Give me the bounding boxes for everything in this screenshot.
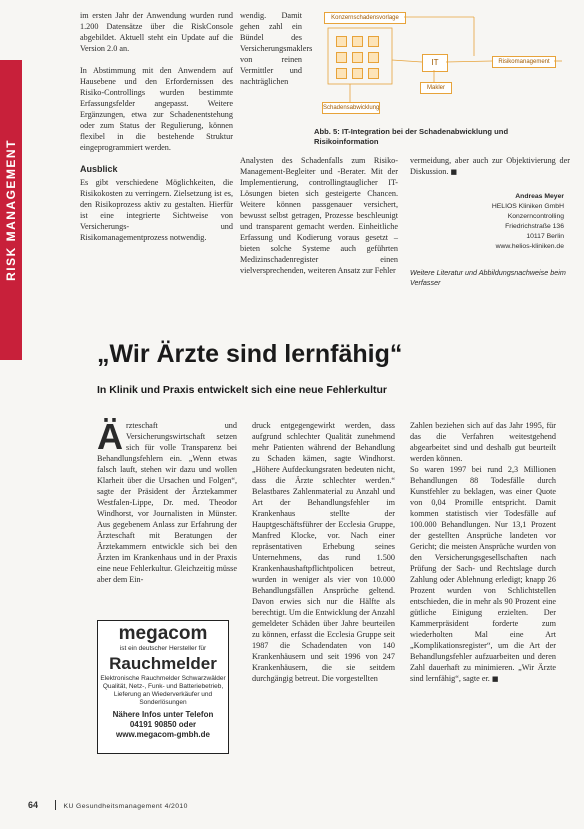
article-headline: „Wir Ärzte sind lernfähig“	[97, 340, 403, 368]
ad-brand: megacom	[118, 623, 208, 644]
article-column-3	[410, 420, 556, 685]
article-column-2	[252, 420, 395, 684]
section-label: RISK MANAGEMENT	[4, 139, 18, 281]
megacom-advertisement	[97, 620, 229, 754]
footer-divider	[55, 800, 56, 810]
top-mid-column	[240, 155, 398, 276]
literature-note: Weitere Literatur und Abbildungsnachweise beim Verfasser	[410, 268, 566, 287]
ad-info: Nähere Infos unter Telefon	[112, 710, 214, 719]
diagram-box-it: IT	[422, 54, 448, 72]
paragraph: Es gibt verschiedene Möglichkeiten, die Risikokosten zu verringern. Zielsetzung ist es, den Risikoprozess aktiv zu gestalten. Hierfür ist eine integrierte Sichtweise von Versicherungs- und Risikomanagementprozess notwendig.	[80, 178, 233, 242]
paragraph: Analysten des Schadenfalls zum Risiko-Management-Begleiter und -Berater. Mit der Implementierung, controllingtauglicher IT-Lösungen bieten sich gesteigerte Chancen. Weitere können passgenauer versichert, bewusst selbst getragen, Prozesse beschleunigt und transparent gemacht werden. Einheitliche Erfassung und Kodierung voraus gesetzt – bieten solche Systeme auch geführten Medizinschadenregister einen vielversprechenden, weiteren Ansatz zur Fehler	[240, 156, 398, 275]
diagram-box-right: Risikomanagement	[492, 56, 556, 68]
author-address	[384, 192, 564, 252]
paragraph: rzteschaft und Versicherungswirtschaft setzen sich für volle Transparenz bei Behandlungsfehlern ein. „Wenn etwas falsch lauft, stehen wir dazu und wollen Klarheit über die Ursachen und Folgen“, sagte der Präsident der Ärztekammer Westfalen-Lippe, Dr. med. Theodor Windhorst, vor Journalisten in Münster. Aus gegebenem Anlass zur Erfahrung der Ärzteschaft mit Beratungen der Ärztekammern entwickle sich bei den Ärzten im Krankenhaus und in der Praxis eine neue Fehlerkultur. Gleichzeitig müsse aber dem Ein-	[97, 421, 237, 584]
it-integration-diagram	[314, 10, 564, 120]
paragraph: im ersten Jahr der Anwendung wurden rund 1.200 Datensätze über die RiskConsole abgebildet. Aktuell steht ein Update auf die Version 2.0 an.	[80, 11, 233, 53]
page-footer	[28, 800, 558, 810]
diagram-connectors	[314, 10, 564, 120]
author-org: HELIOS Kliniken GmbH	[491, 203, 564, 210]
paragraph: druck entgegengewirkt werden, dass aufgrund schlechter Qualität zunehmend mehr Patienten während der Behandlung zu Schaden kämen, sagte Windhorst. „Höhere Aufdeckungsraten bedeuten nicht, dass die Ärzte schlechter werden.“ Belastbares Zahlenmaterial zu Anzahl und Art der Behandlungsfehler im Krankenhaus stellte der Hauptgeschäftsführer der Ecclesia Gruppe, Manfred Klocke, vor. Nach einer repräsentativen Erhebung seines Unternehmens, das rund 1.500 Krankenhaushaftpflichtpolicen betreut, wurden in weniger als vier von 10.000 Behandlungsfällen Ansprüche geltend. Davon erwies sich nur die Hälfte als berechtigt. Um die Entwicklung der Anzahl gemeldeter Schäden über Jahre beurteilen zu können, erfasst die Ecclesia Gruppe seit 1987 die Schadendaten von 140 Krankenhäusern und seit 1996 von 247 Krankenhäusern, die sie seitdem durchgängig betreut. Die vorgestellten	[252, 421, 395, 683]
diagram-box-top: Konzernschadensvorlage	[324, 12, 406, 24]
section-sidebar	[0, 60, 22, 360]
ad-web: www.megacom-gmbh.de	[116, 730, 210, 739]
top-left-column	[80, 10, 233, 243]
paragraph: vermeidung, aber auch zur Objektivierung der Diskussion.	[410, 156, 570, 176]
author-web: www.helios-kliniken.de	[495, 243, 564, 250]
author-dept: Konzerncontrolling	[507, 213, 564, 220]
top-mid-narrow	[240, 10, 313, 87]
publication-name: KU Gesundheitsmanagement 4/2010	[63, 803, 188, 810]
drop-cap: Ä	[97, 416, 123, 457]
diagram-box-bottom: Schadensabwicklung	[322, 102, 380, 114]
figure-caption: Abb. 5: IT-Integration bei der Schadenabwicklung und Risikoinformation	[314, 127, 509, 146]
paragraph: In Abstimmung mit den Anwendern auf Hausebene und den Erfordernissen des Risiko-Controllings wurden bestimmte Erfassungsfelder angepasst. Weitere Ergänzungen, etwa zur Schadenentstehung oder zum Status der Regulierung, können flexibel in die bestehende Struktur eingeprogrammiert werden.	[80, 66, 233, 152]
ad-product: Rauchmelder	[109, 654, 217, 673]
end-mark-icon: ■	[491, 675, 499, 683]
section-heading: Ausblick	[80, 164, 118, 174]
ad-line: ist ein deutscher Hersteller für	[119, 645, 207, 652]
ad-description: Elektronische Rauchmelder Schwarzwälder Qualität, Netz-, Funk- und Batteriebetrieb, Lieferung an Wiederverkäufer und Sonderlösungen	[100, 675, 226, 706]
author-street: Friedrichstraße 136	[505, 223, 564, 230]
article-column-1	[97, 416, 237, 585]
diagram-box-mid: Makler	[420, 82, 452, 94]
paragraph: Zahlen beziehen sich auf das Jahr 1995, für das die Verfahren weitestgehend abgearbeitet sind und deshalb gut beurteilt werden können.	[410, 421, 556, 463]
top-right-column	[410, 155, 570, 178]
paragraph: wendig. Damit gehen zahl ein Bündel des Versicherungsmaklers von reinen Vermittler und nachträglichen	[240, 11, 313, 86]
ad-phone: 04191 90850 oder	[129, 720, 197, 729]
author-name: Andreas Meyer	[515, 193, 564, 200]
page-number: 64	[28, 800, 39, 810]
author-city: 10117 Berlin	[526, 233, 564, 240]
end-mark-icon: ■	[450, 168, 458, 176]
article-subheadline: In Klinik und Praxis entwickelt sich eine neue Fehlerkultur	[97, 384, 387, 396]
paragraph: So waren 1997 bei rund 2,3 Millionen Behandlungen 88 Todesfälle durch Kunstfehler zu beklagen, was einer Quote von 0,04 Promille entspricht. Damit kommen statistisch vier Todesfälle auf 100.000 Behandlungen. Nur 13,1 Prozent der gestellten Ansprüche landeten vor Gericht; die meisten Ansprüche wurden von den Versicherungsgesellschaften nach Prüfung der Sach- und Rechtslage durch Zahlung oder Ablehnung erledigt; knapp 26 Prozent wurden von Schlichtstellen entschieden, die in mehr als 90 Prozent eine gütliche Einigung erzielten. Der Kammerpräsident forderte zum wiederholten Mal eine Art „Komplikationsregister“, um die Art der Behandlungsfehler aufzuarbeiten und deren Zahl dauerhaft zu minimieren. „Wir Ärzte sind lernfähig“, sagte er.	[410, 465, 556, 683]
